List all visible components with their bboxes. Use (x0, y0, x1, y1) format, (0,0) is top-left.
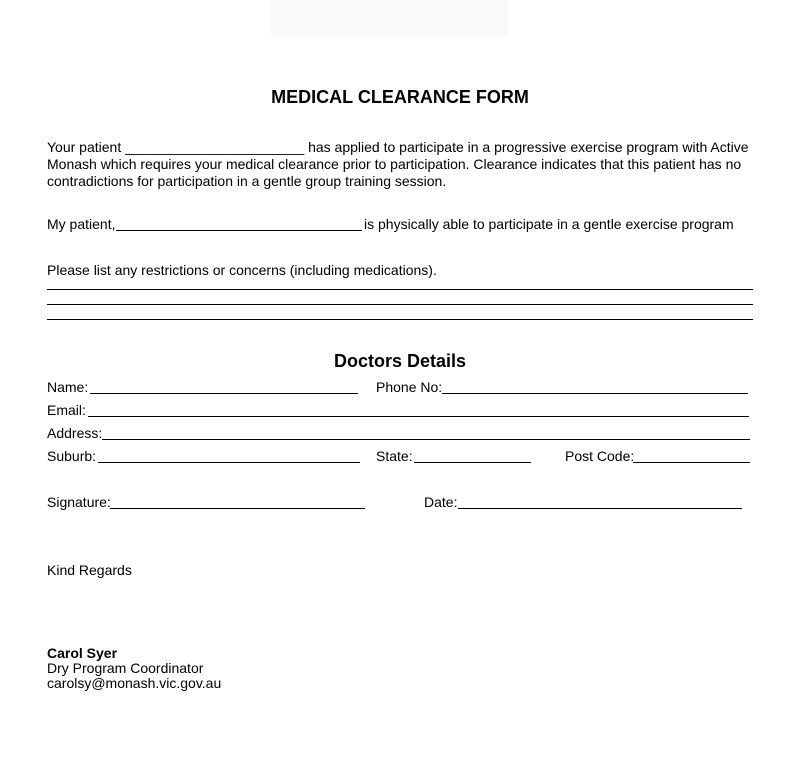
address-label: Address: (47, 425, 103, 441)
kind-regards: Kind Regards (47, 562, 132, 578)
signature-label: Signature: (47, 494, 111, 510)
signatory-email: carolsy@monash.vic.gov.au (47, 675, 222, 691)
address-field[interactable] (102, 439, 750, 440)
postcode-label: Post Code: (565, 448, 635, 464)
restrictions-line-3[interactable] (47, 319, 753, 320)
date-label: Date: (424, 494, 458, 510)
email-label: Email: (47, 402, 86, 418)
patient-name-field[interactable] (116, 230, 362, 231)
email-field[interactable] (88, 416, 749, 417)
patient-prefix: My patient, (47, 216, 116, 232)
postcode-field[interactable] (633, 462, 750, 463)
date-field[interactable] (458, 508, 742, 509)
phone-label: Phone No: (376, 379, 443, 395)
signatory-name: Carol Syer (47, 645, 118, 661)
restrictions-label: Please list any restrictions or concerns (including medications). (47, 262, 437, 278)
doctor-name-field[interactable] (90, 393, 358, 394)
phone-field[interactable] (442, 393, 748, 394)
signature-field[interactable] (110, 508, 365, 509)
state-field[interactable] (414, 462, 531, 463)
patient-name-blank[interactable]: _______________________ (125, 139, 305, 155)
suburb-field[interactable] (98, 462, 360, 463)
patient-suffix: is physically able to participate in a gentle exercise program (364, 216, 734, 232)
intro-text-start: Your patient (47, 139, 126, 155)
doctors-heading: Doctors Details (333, 351, 467, 371)
suburb-label: Suburb: (47, 448, 97, 464)
state-label: State: (376, 448, 413, 464)
signatory-role: Dry Program Coordinator (47, 660, 204, 676)
intro-paragraph (47, 139, 757, 190)
form-title: MEDICAL CLEARANCE FORM (271, 87, 529, 107)
intro-text-rest: has applied to participate in a progressive exercise program with Active Monash which requires your medical clearance prior to participation. Clearance indicates that this patient has no contradictions for participation in a gentle group training session. (47, 139, 749, 189)
header-strip (270, 0, 508, 36)
doctor-name-label: Name: (47, 379, 89, 395)
restrictions-line-1[interactable] (47, 289, 753, 290)
restrictions-line-2[interactable] (47, 304, 753, 305)
